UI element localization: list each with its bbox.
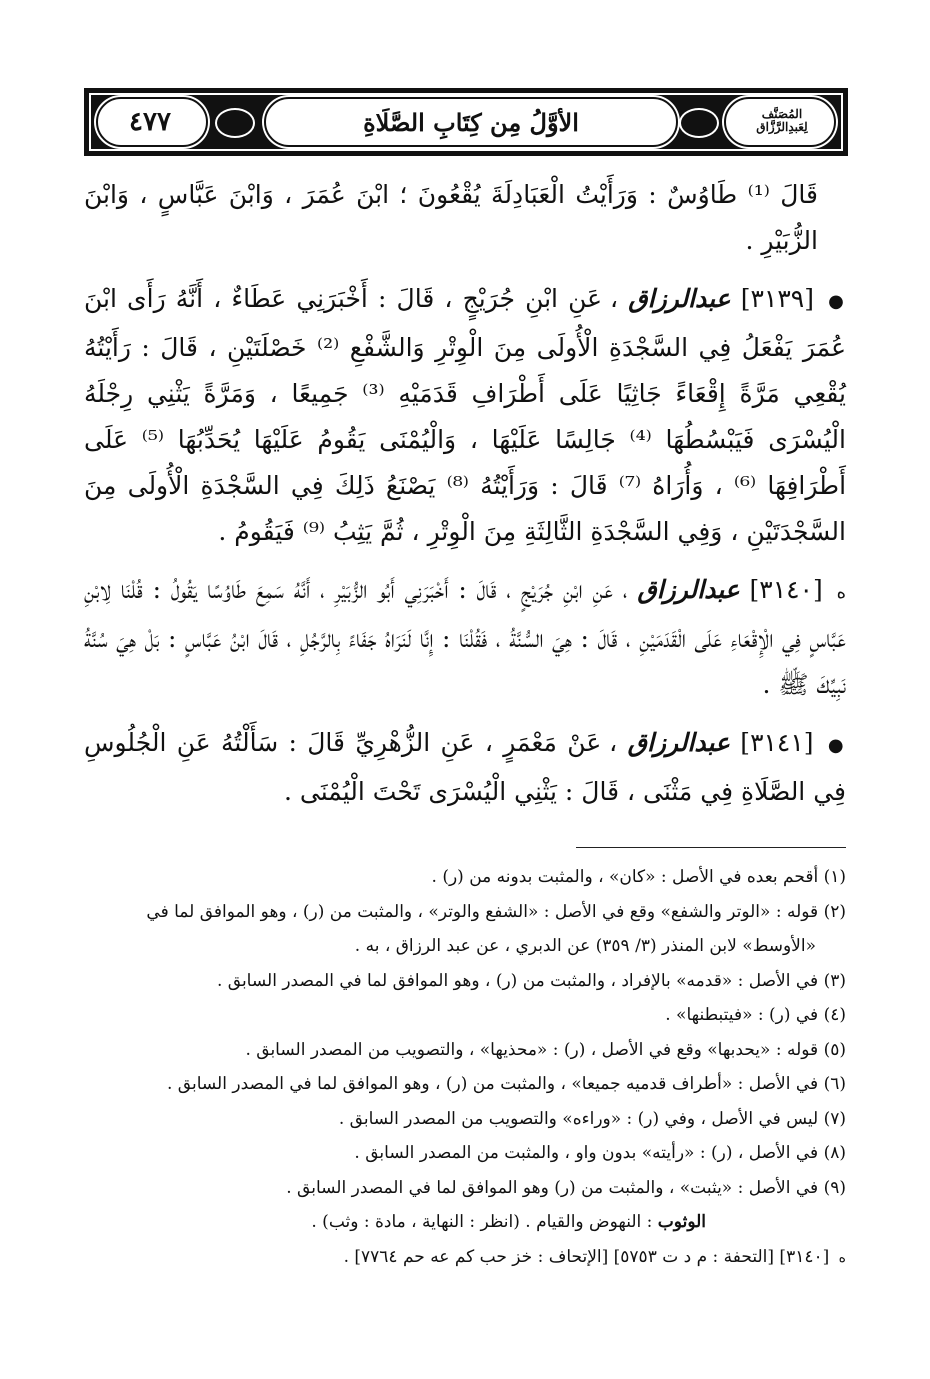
gloss-text: : النهوض والقيام . (انظر : النهاية ، مادة : وثب) . <box>311 1212 653 1232</box>
hadith-author: عبدالرزاق <box>628 284 731 313</box>
footnote-divider <box>576 847 846 848</box>
hadith-3141 <box>84 720 846 815</box>
hadith-author: عبدالرزاق <box>627 728 730 757</box>
gloss-note <box>84 1205 846 1240</box>
hadith-number: [٣١٤١] <box>740 728 814 757</box>
footnote-3: (٣) في الأصل : «قدمه» بالإفراد ، والمثبت من (ر) ، وهو الموافق لما في المصدر السابق . <box>216 970 846 991</box>
circle-marker-icon: ه <box>836 582 846 603</box>
hadith-number: [٣١٣٩] <box>740 284 814 313</box>
source-references-text: [٣١٤٠] [التحفة : م د ت ٥٧٥٣] [الإتحاف : خز حب كم عه حم ٧٧٦٤] . <box>343 1246 830 1267</box>
source-references <box>84 1240 846 1276</box>
footnote-8: (٨) في الأصل ، (ر) : «رأيته» بدون واو ، والمثبت من المصدر السابق . <box>354 1143 846 1163</box>
hadith-number: [٣١٤٠] <box>749 575 823 604</box>
main-text <box>84 172 846 827</box>
footnote-9: (٩) في الأصل : «يثبت» ، والمثبت من (ر) وهو الموافق لما في المصدر السابق . <box>286 1177 846 1198</box>
chapter-title: الأوَّلُ مِن كِتَابِ الصَّلَاةِ <box>363 108 579 137</box>
hadith-text: ، عَنِ ابْنِ جُرَيْجٍ ، قَالَ : أَخْبَرَنِي أَبُو الزُّبَيْرِ ، أَنَّهُ سَمِعَ طَاوُسًا يَقُولُ : قُلْنَا لِابْنِ عَبَّاسٍ فِي الْإِقْعَاءِ عَلَى الْقَدَمَيْنِ ، قَالَ : هِيَ السُّنَّةُ ، فَقُلْنَا : إِنَّا لَنَرَاهُ جَفَاءً بِالرَّجُلِ ، قَالَ ابْنُ عَبَّاسٍ : بَلْ هِيَ سُنَّةُ نَبِيِّكَ ﷺ . <box>84 575 846 699</box>
ornament-icon <box>215 108 255 138</box>
hadith-text: ، عَنْ مَعْمَرٍ ، عَنِ الزُّهْرِيِّ قَالَ : سَأَلْتُهُ عَنِ الْجُلُوسِ فِي الصَّلَاةِ فِي مَثْنَى ، قَالَ : يَثْنِي الْيُسْرَى تَحْتَ الْيُمْنَى . <box>84 728 846 806</box>
logo-line-2: لِعَبدِالرَّزَّاق <box>756 120 808 134</box>
page-header <box>84 88 848 156</box>
ornament-icon <box>679 108 719 138</box>
footnote-5: (٥) قوله : «يحدبها» وقع في الأصل ، (ر) : «محذيها» ، والتصويب من المصدر السابق . <box>245 1039 846 1060</box>
footnotes <box>84 860 846 1275</box>
footnote-6: (٦) في الأصل : «أطراف قدميه جميعا» ، والمثبت من (ر) ، وهو الموافق لما في المصدر السابق . <box>167 1074 846 1094</box>
gloss-term: الوثوب <box>657 1212 706 1232</box>
hadith-text: ، عَنِ ابْنِ جُرَيْجٍ ، قَالَ : أَخْبَرَنِي عَطَاءٌ ، أَنَّهُ رَأَى ابْنَ عُمَرَ يَفْعَلُ فِي السَّجْدَةِ الْأُولَى مِنَ الْوِتْرِ وَالشَّفْعِ ⁽²⁾ خَصْلَتَيْنِ ، قَالَ : رَأَيْتُهُ يُقْعِي مَرَّةً إِقْعَاءً جَاثِيًا عَلَى أَطْرَافِ قَدَمَيْهِ ⁽³⁾ جَمِيعًا ، وَمَرَّةً يَثْنِي رِجْلَهُ الْيُسْرَى فَيَبْسُطُهَا ⁽⁴⁾ جَالِسًا عَلَيْهَا ، وَالْيُمْنَى يَقُومُ عَلَيْهَا يُحَدِّبُهَا ⁽⁵⁾ عَلَى أَطْرَافِهَا ⁽⁶⁾ ، وَأُرَاهُ ⁽⁷⁾ قَالَ : وَرَأَيْتُهُ ⁽⁸⁾ يَصْنَعُ ذَلِكَ فِي السَّجْدَةِ الْأُولَى مِنَ السَّجْدَتَيْنِ ، وَفِي السَّجْدَةِ الثَّالِثَةِ مِنَ الْوِتْرِ ، ثُمَّ يَثِبُ ⁽⁹⁾ فَيَقُومُ . <box>84 284 847 546</box>
page-number: ٤٧٧ <box>129 107 171 137</box>
hadith-3139 <box>84 276 846 555</box>
footnote-2-continued: «الأوسط» لابن المنذر (٣/ ٣٥٩) عن الدبري ، عن عبد الرزاق ، به . <box>354 936 816 956</box>
book-logo <box>728 108 836 134</box>
footnote-7: (٧) ليس في الأصل ، وفي (ر) : «وراءه» والتصويب من المصدر السابق . <box>338 1108 846 1129</box>
bullet-icon: ● <box>828 291 847 312</box>
bullet-icon: ● <box>827 735 846 756</box>
hadith-author: عبدالرزاق <box>637 575 740 604</box>
circle-marker-icon: ه <box>838 1249 846 1266</box>
intro-paragraph: قَالَ ⁽¹⁾ طَاوُسٌ : وَرَأَيْتُ الْعَبَادِلَةَ يُقْعُونَ ؛ ابْنَ عُمَرَ ، وَابْنَ عَبَّاسٍ ، وَابْنَ الزُّبَيْرِ . <box>84 180 818 255</box>
footnote-2: (٢) قوله : «الوتر والشفع» وقع في الأصل : «الشفع والوتر» ، والمثبت من (ر) ، وهو الموافق لما في <box>146 901 846 922</box>
hadith-3140 <box>84 567 846 708</box>
footnote-1: (١) أقحم بعده في الأصل : «كان» ، والمثبت بدونه من (ر) . <box>431 867 846 887</box>
logo-line-1: المُصَنَّف <box>761 107 803 121</box>
footnote-4: (٤) في (ر) : «فيتبطنها» . <box>665 1005 846 1025</box>
